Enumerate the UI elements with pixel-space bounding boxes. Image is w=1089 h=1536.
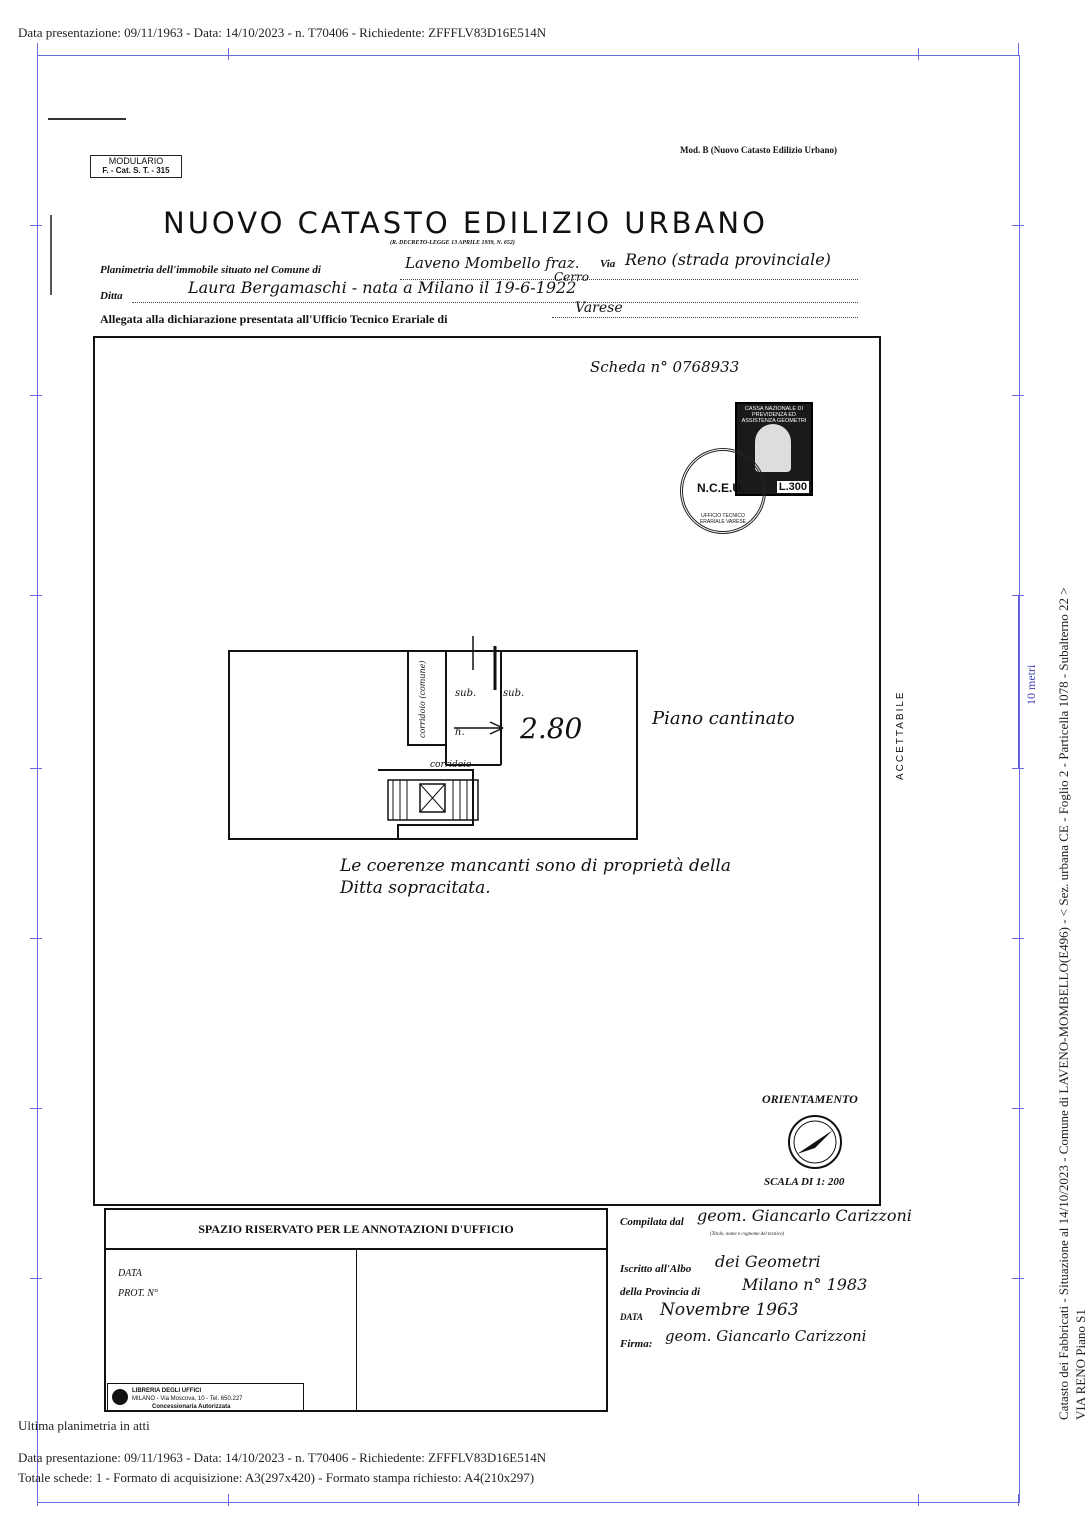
frame-tick <box>918 1494 919 1506</box>
portrait-icon <box>755 424 791 472</box>
allegata-label: Allegata alla dichiarazione presentata all'Ufficio Tecnico Erariale di <box>100 312 448 326</box>
provincia-label: della Provincia di <box>620 1286 701 1298</box>
decree-note: (R. DECRETO-LEGGE 13 APRILE 1939, N. 652) <box>390 240 515 246</box>
iscritto-label: Iscritto all'Albo <box>620 1263 692 1275</box>
frame-tick <box>30 1278 42 1279</box>
frame-tick <box>30 938 42 939</box>
comune-value: Laveno Mombello fraz. <box>405 254 580 272</box>
office-data-label: DATA <box>118 1268 142 1279</box>
ditta-label: Ditta <box>100 290 123 302</box>
frame-tick <box>30 225 42 226</box>
height-value: 2.80 <box>520 712 583 745</box>
frame-tick <box>1012 768 1024 769</box>
side-info <box>1055 587 1089 1420</box>
ditta-value: Laura Bergamaschi - nata a Milano il 19-6-1922 <box>188 278 577 297</box>
frame-tick <box>37 43 38 55</box>
scan-mark <box>50 215 52 295</box>
frame-tick <box>30 768 42 769</box>
provincia-value: Milano n° 1983 <box>742 1275 868 1294</box>
frame-tick <box>30 395 42 396</box>
modulario-code: F. - Cat. S. T. - 315 <box>102 166 170 175</box>
form-line <box>552 317 858 318</box>
modulario-label: MODULARIO <box>108 156 164 166</box>
frame-tick <box>37 1494 38 1506</box>
frame-tick <box>1012 938 1024 939</box>
frame-tick <box>30 1108 42 1109</box>
sub-label-2: sub. <box>503 688 525 699</box>
libreria-logo-icon <box>112 1389 128 1405</box>
footer-ultima: Ultima planimetria in atti <box>18 1418 150 1433</box>
libreria-concession: Concessionaria Autorizzata <box>152 1404 231 1410</box>
orientamento-label: ORIENTAMENTO <box>762 1092 858 1106</box>
frame-tick <box>1012 225 1024 226</box>
stair-steps <box>393 780 467 820</box>
side-line-2: VIA RENO Piano S1 <box>1073 1309 1088 1420</box>
scheda-number: Scheda n° 0768933 <box>590 358 740 376</box>
stamp-value: L.300 <box>778 481 807 493</box>
header-top-line: Data presentazione: 09/11/1963 - Data: 14/10/2023 - n. T70406 - Richiedente: ZFFFLV83D16E514N <box>18 25 547 40</box>
stair-well-cross <box>420 784 445 812</box>
corridor-vertical-label: corridoio (comune) <box>418 660 427 738</box>
libreria-stamp <box>107 1383 304 1411</box>
office-box <box>104 1208 608 1412</box>
frame-tick <box>1012 1108 1024 1109</box>
allegata-value: Varese <box>575 300 623 316</box>
compilata-value: geom. Giancarlo Carizzoni <box>697 1206 912 1225</box>
sub-label-1: sub. <box>455 688 477 699</box>
cerro-note: Cerro <box>554 270 589 284</box>
scale-bar-label: 10 metri <box>1024 664 1038 705</box>
height-prefix: h. <box>455 727 465 738</box>
mod-b-label: Mod. B (Nuovo Catasto Edilizio Urbano) <box>680 145 838 155</box>
libreria-name: LIBRERIA DEGLI UFFICI <box>132 1388 202 1394</box>
firma-label: Firma: <box>620 1338 653 1350</box>
footer-line-1: Data presentazione: 09/11/1963 - Data: 14/10/2023 - n. T70406 - Richiedente: ZFFFLV83D16E514N <box>18 1450 547 1465</box>
stamp-title: CASSA NAZIONALE DI PREVIDENZA ED ASSISTENZA GEOMETRI <box>741 406 807 424</box>
date-value: Novembre 1963 <box>660 1300 799 1320</box>
seal-ring: UFFICIO TECNICO ERARIALE VARESE <box>699 513 747 525</box>
via-label: Via <box>600 258 616 270</box>
side-line-1: Catasto dei Fabbricati - Situazione al 14/10/2023 - Comune di LAVENO-MOMBELLO(E496) - < Sez. urbana CE - Foglio 2 - Particella 1078 - Subalterno 22 > <box>1056 587 1071 1420</box>
office-box-title: SPAZIO RISERVATO PER LE ANNOTAZIONI D'UFFICIO <box>106 1210 606 1250</box>
libreria-address: MILANO - Via Moscova, 10 - Tel. 650.227 <box>132 1396 243 1402</box>
iscritto-value: dei Geometri <box>715 1252 821 1271</box>
corridor-wall <box>408 651 446 745</box>
office-seal-icon <box>680 448 766 534</box>
frame-tick <box>918 48 919 60</box>
page-title: NUOVO CATASTO EDILIZIO URBANO <box>163 206 768 240</box>
accettabile-stamp: ACCETTABILE <box>895 690 906 780</box>
office-divider <box>356 1248 357 1410</box>
scale-bar <box>1018 595 1019 768</box>
modulario-box <box>90 155 182 178</box>
office-prot-label: PROT. N° <box>118 1288 158 1299</box>
frame-tick <box>228 1494 229 1506</box>
via-value: Reno (strada provinciale) <box>625 250 831 269</box>
seal-text: N.C.E.U. <box>697 481 745 495</box>
compass-icon <box>785 1112 845 1172</box>
scan-mark <box>48 118 126 120</box>
corridor-label: corridoio <box>430 760 472 770</box>
frame-tick <box>30 595 42 596</box>
frame-tick <box>1018 43 1019 55</box>
planimetria-label: Planimetria dell'immobile situato nel Comune di <box>100 264 321 276</box>
boundaries-note: Le coerenze mancanti sono di proprietà della Ditta sopracitata. <box>340 856 731 898</box>
staircase <box>388 780 478 820</box>
floor-plan-drawing <box>228 630 648 845</box>
frame-tick <box>1012 1278 1024 1279</box>
floor-label: Piano cantinato <box>652 708 795 729</box>
compilata-label: Compilata dal <box>620 1216 684 1228</box>
compilata-hint: (Titolo, nome e cognome del tecnico) <box>710 1232 785 1237</box>
form-line <box>132 302 858 303</box>
frame-tick <box>1012 395 1024 396</box>
frame-tick <box>1018 1494 1019 1506</box>
frame-tick <box>228 48 229 60</box>
date-label: DATA <box>620 1312 644 1322</box>
scale-label: SCALA DI 1: 200 <box>764 1176 845 1188</box>
footer-line-2: Totale schede: 1 - Formato di acquisizione: A3(297x420) - Formato stampa richiesto: A4(210x297) <box>18 1470 535 1485</box>
signature: geom. Giancarlo Carizzoni <box>665 1327 867 1345</box>
